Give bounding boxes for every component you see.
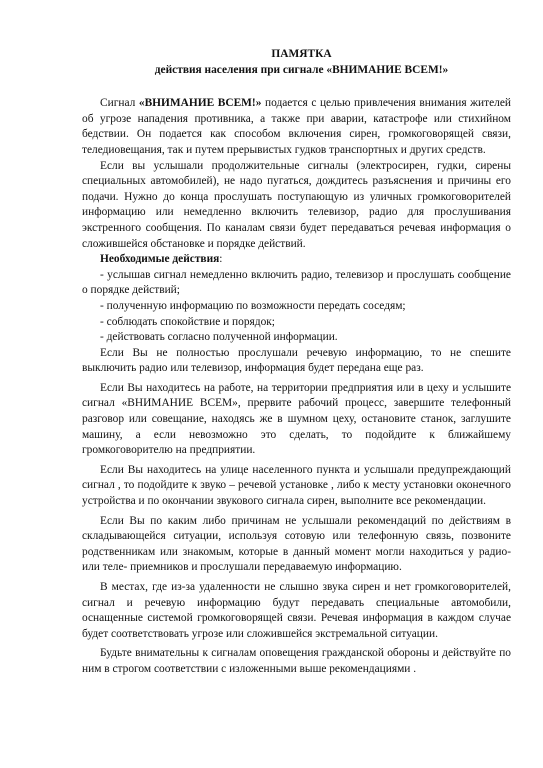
document-title: ПАМЯТКА: [271, 48, 332, 60]
paragraph-if-heard: Если вы услышали продолжительные сигналы (электросирен, гудки, сирены специальных автомобилей), не надо пугаться, дождитесь разъяснения и причины его подачи. Нужно до конца прослушать поступающую из уличных громкоговорителей информацию или немедленно включить телевизор, радио для прослушивания экстренного сообщения. По каналам связи будет передаваться речевая информация о сложившейся обстановке и порядке действий.: [82, 159, 511, 250]
paragraph-remote-areas: В местах, где из-за удаленности не слышно звука сирен и нет громкоговорителей, сигнал и речевую информацию будут передавать специальные автомобили, оснащенные системой громкоговорящей связи. Речевая информация в каждом случае будет соответствовать угрозе или сложившейся экстремальной ситуации.: [82, 581, 511, 640]
actions-heading: Необходимые действия: [100, 253, 220, 266]
paragraph-not-fully-heard: Если Вы не полностью прослушали речевую информацию, то не спешите выключить радио или телевизор, информация будет передана еще раз.: [82, 346, 511, 375]
action-item: - действовать согласно полученной информации.: [100, 331, 338, 344]
document-subtitle: действия населения при сигнале «ВНИМАНИЕ ВСЕМ!»: [154, 63, 449, 76]
action-item: - полученную информацию по возможности передать соседям;: [100, 299, 406, 312]
paragraph-be-attentive: Будьте внимательны к сигналам оповещения гражданской обороны и действуйте по ним в строгом соответствии с изложенными выше рекомендациями .: [82, 647, 511, 675]
paragraph-on-street: Если Вы находитесь на улице населенного пункта и услышали предупреждающий сигнал , то подойдите к звуко – речевой установке , либо к месту установки оконечного устройства и по окончании звукового сигнала сирен, выполните все рекомендации.: [82, 463, 511, 508]
action-item: - соблюдать спокойствие и порядок;: [100, 315, 275, 328]
actions-heading-line: Необходимые действия:: [100, 253, 223, 266]
paragraph-missed-recommendations: Если Вы по каким либо причинам не услышали рекомендаций по действиям в складывающейся ситуации, используя сотовую или телефонную связь, позвоните родственникам или знакомым, которые в данный момент могли находиться у радио- или теле- приемников и прослушали передаваемую информацию.: [82, 514, 511, 574]
paragraph-at-work: Если Вы находитесь на работе, на территории предприятия или в цеху и услышите сигнал «ВНИМАНИЕ ВСЕМ», прервите рабочий процесс, завершите телефонный разговор или совещание, находясь же в шумном цеху, остановите станок, заглушите машину, а если невозможно это сделать, то подойдите к ближайшему громкоговорителю на предприятии.: [82, 381, 511, 457]
paragraph-signal-description: Сигнал «ВНИМАНИЕ ВСЕМ!» подается с целью привлечения внимания жителей об угрозе нападения противника, а также при аварии, катастрофе или стихийном бедствии. Он подается как способом включения сирен, громкоговорящей связи, теледиовещания, так и путем прерывистых гудков транспортных и других средств.: [82, 97, 511, 156]
signal-name-bold: «ВНИМАНИЕ ВСЕМ!»: [138, 97, 262, 110]
action-item: - услышав сигнал немедленно включить радио, телевизор и прослушать сообщение о порядке действий;: [82, 268, 511, 297]
